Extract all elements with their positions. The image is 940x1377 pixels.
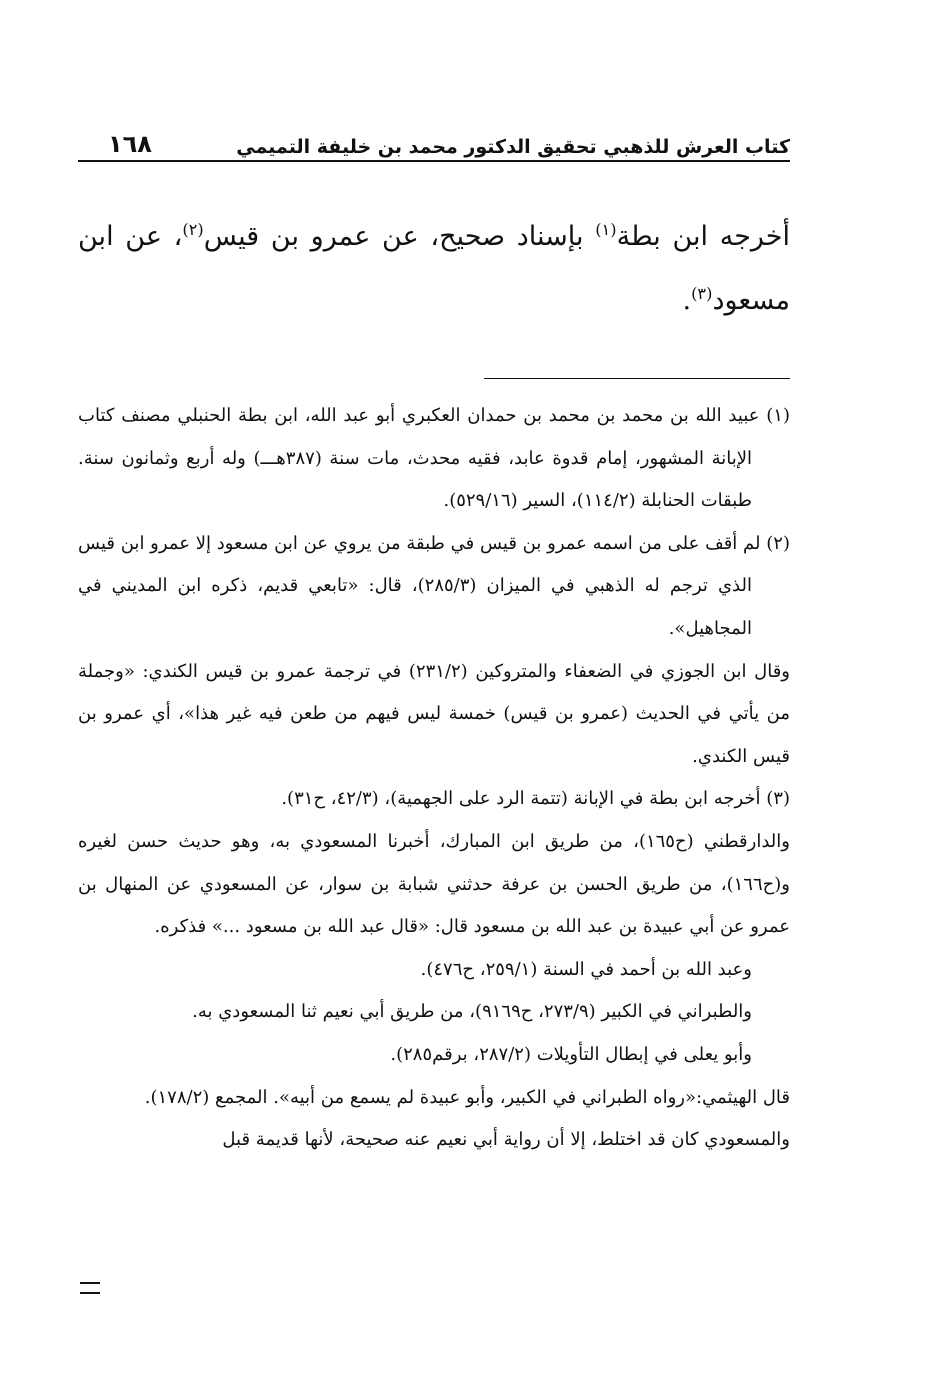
footnote-separator	[484, 378, 790, 379]
footnote-3-continuation: والمسعودي كان قد اختلط، إلا أن رواية أبي نعيم عنه صحيحة، لأنها قديمة قبل	[222, 1129, 790, 1151]
main-text	[78, 205, 790, 333]
main-text-part: بإسناد صحيح، عن عمرو بن قيس	[203, 221, 596, 252]
footnote-ref-3: (٣)	[691, 284, 713, 303]
footnote-3-continuation: والدارقطني (ح١٦٥)، من طريق ابن المبارك، أخبرنا المسعودي به، وهو حديث حسن لغيره و(ح١٦٦)، من طريق الحسن بن عرفة حدثني شبابة بن سوار، عن المسعودي عن المنهال بن عمرو عن أبي عبيدة بن عبد الله بن مسعود قال: «قال عبد الله بن مسعود ...» فذكره.	[78, 830, 790, 938]
footnotes	[78, 395, 790, 1162]
footnote-3-continuation: قال الهيثمي:«رواه الطبراني في الكبير، وأبو عبيدة لم يسمع من أبيه». المجمع (١٧٨/٢).	[144, 1086, 790, 1108]
footnote-2: (٢) لم أقف على من اسمه عمرو بن قيس في طبقة من يروي عن ابن مسعود إلا عمرو ابن قيس الذي ترجم له الذهبي في الميزان (٢٨٥/٣)، قال: «تابعي قديم، ذكره ابن المديني في المجاهيل».	[78, 532, 790, 639]
main-text-part: ، عن ابن مسعود	[78, 221, 790, 316]
page-header	[78, 118, 790, 158]
footnote-3-continuation: وعبد الله بن أحمد في السنة (٢٥٩/١، ح٤٧٦).	[420, 958, 752, 980]
page-number: ١٦٨	[108, 130, 152, 158]
main-text-part: أخرجه ابن بطة	[616, 221, 790, 252]
footnote-3-continuation: والطبراني في الكبير (٢٧٣/٩، ح٩١٦٩)، من طريق أبي نعيم ثنا المسعودي به.	[192, 1001, 752, 1023]
header-title: كتاب العرش للذهبي تحقيق الدكتور محمد بن خليفة التميمي	[236, 136, 790, 158]
footnote-3-continuation: وأبو يعلى في إبطال التأويلات (٢٨٧/٢، برقم٢٨٥).	[390, 1043, 752, 1065]
footnote-3: (٣) أخرجه ابن بطة في الإبانة (تتمة الرد على الجهمية)، (٤٢/٣، ح٣١).	[281, 788, 790, 810]
header-rule	[78, 160, 790, 162]
footnote-ref-2: (٢)	[182, 220, 204, 239]
footnote-ref-1: (١)	[595, 220, 617, 239]
footnote-2-continuation: وقال ابن الجوزي في الضعفاء والمتروكين (٢٣١/٢) في ترجمة عمرو بن قيس الكندي: «وجملة من يأتي في الحديث (عمرو بن قيس) خمسة ليس فيهم من طعن فيه غير هذا»، أي عمرو بن قيس الكندي.	[78, 660, 790, 767]
footnote-1: (١) عبيد الله بن محمد بن محمد بن حمدان العكبري أبو عبد الله، ابن بطة الحنبلي مصنف كتاب الإبانة المشهور، إمام قدوة عابد، فقيه محدث، مات سنة (٣٨٧هـــ) وله أربع وثمانون سنة. طبقات الحنابلة (١١٤/٢)، السير (٥٢٩/١٦).	[78, 405, 790, 512]
continuation-mark	[80, 1282, 100, 1294]
main-text-part: .	[682, 285, 692, 316]
